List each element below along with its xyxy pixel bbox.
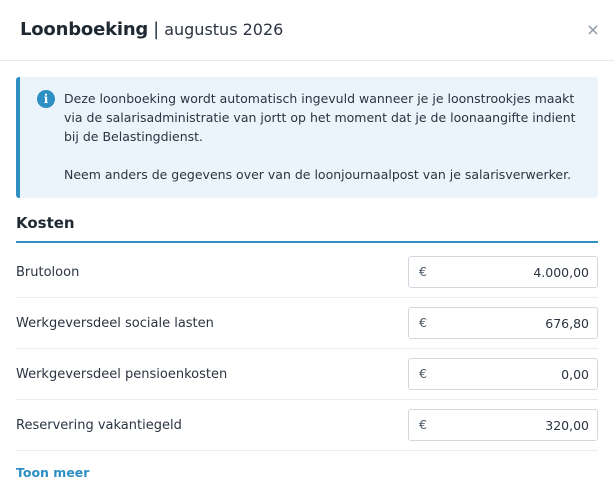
section-divider: [16, 241, 598, 243]
info-text: [64, 89, 594, 184]
sociale-lasten-input[interactable]: [435, 308, 589, 338]
currency-symbol: €: [419, 417, 427, 432]
modal-header: [0, 0, 614, 61]
amount-field[interactable]: [408, 256, 598, 288]
info-box: [16, 77, 598, 198]
brutoloon-input[interactable]: [435, 257, 589, 287]
pensioenkosten-input[interactable]: [435, 359, 589, 389]
close-icon[interactable]: ×: [586, 20, 600, 39]
info-icon: i: [37, 90, 55, 108]
row-label: Reservering vakantiegeld: [16, 418, 182, 433]
show-more-link[interactable]: Toon meer: [16, 465, 90, 480]
info-paragraph: Neem anders de gegevens over van de loonjournaalpost van je salarisverwerker.: [64, 167, 572, 182]
page-title: Loonboeking: [20, 19, 149, 40]
currency-symbol: €: [419, 315, 427, 330]
vakantiegeld-input[interactable]: [435, 410, 589, 440]
title-separator: |: [153, 19, 160, 40]
amount-field[interactable]: [408, 307, 598, 339]
row-label: Brutoloon: [16, 265, 80, 280]
modal-title: [20, 19, 283, 40]
cost-row-pensioenkosten: [16, 349, 598, 400]
currency-symbol: €: [419, 366, 427, 381]
amount-field[interactable]: [408, 409, 598, 441]
period-label: augustus 2026: [164, 20, 284, 39]
close-button[interactable]: [584, 20, 602, 40]
cost-row-brutoloon: [16, 247, 598, 298]
cost-row-sociale-lasten: [16, 298, 598, 349]
amount-field[interactable]: [408, 358, 598, 390]
cost-row-vakantiegeld: [16, 400, 598, 451]
row-label: Werkgeversdeel pensioenkosten: [16, 367, 228, 382]
info-paragraph: Deze loonboeking wordt automatisch ingevuld wanneer je je loonstrookjes maakt via de salarisadministratie van jortt op het moment dat je de loonaangifte indient bij de Belastingdienst.: [64, 91, 576, 144]
row-label: Werkgeversdeel sociale lasten: [16, 316, 214, 331]
currency-symbol: €: [419, 264, 427, 279]
section-title-kosten: Kosten: [16, 214, 75, 232]
